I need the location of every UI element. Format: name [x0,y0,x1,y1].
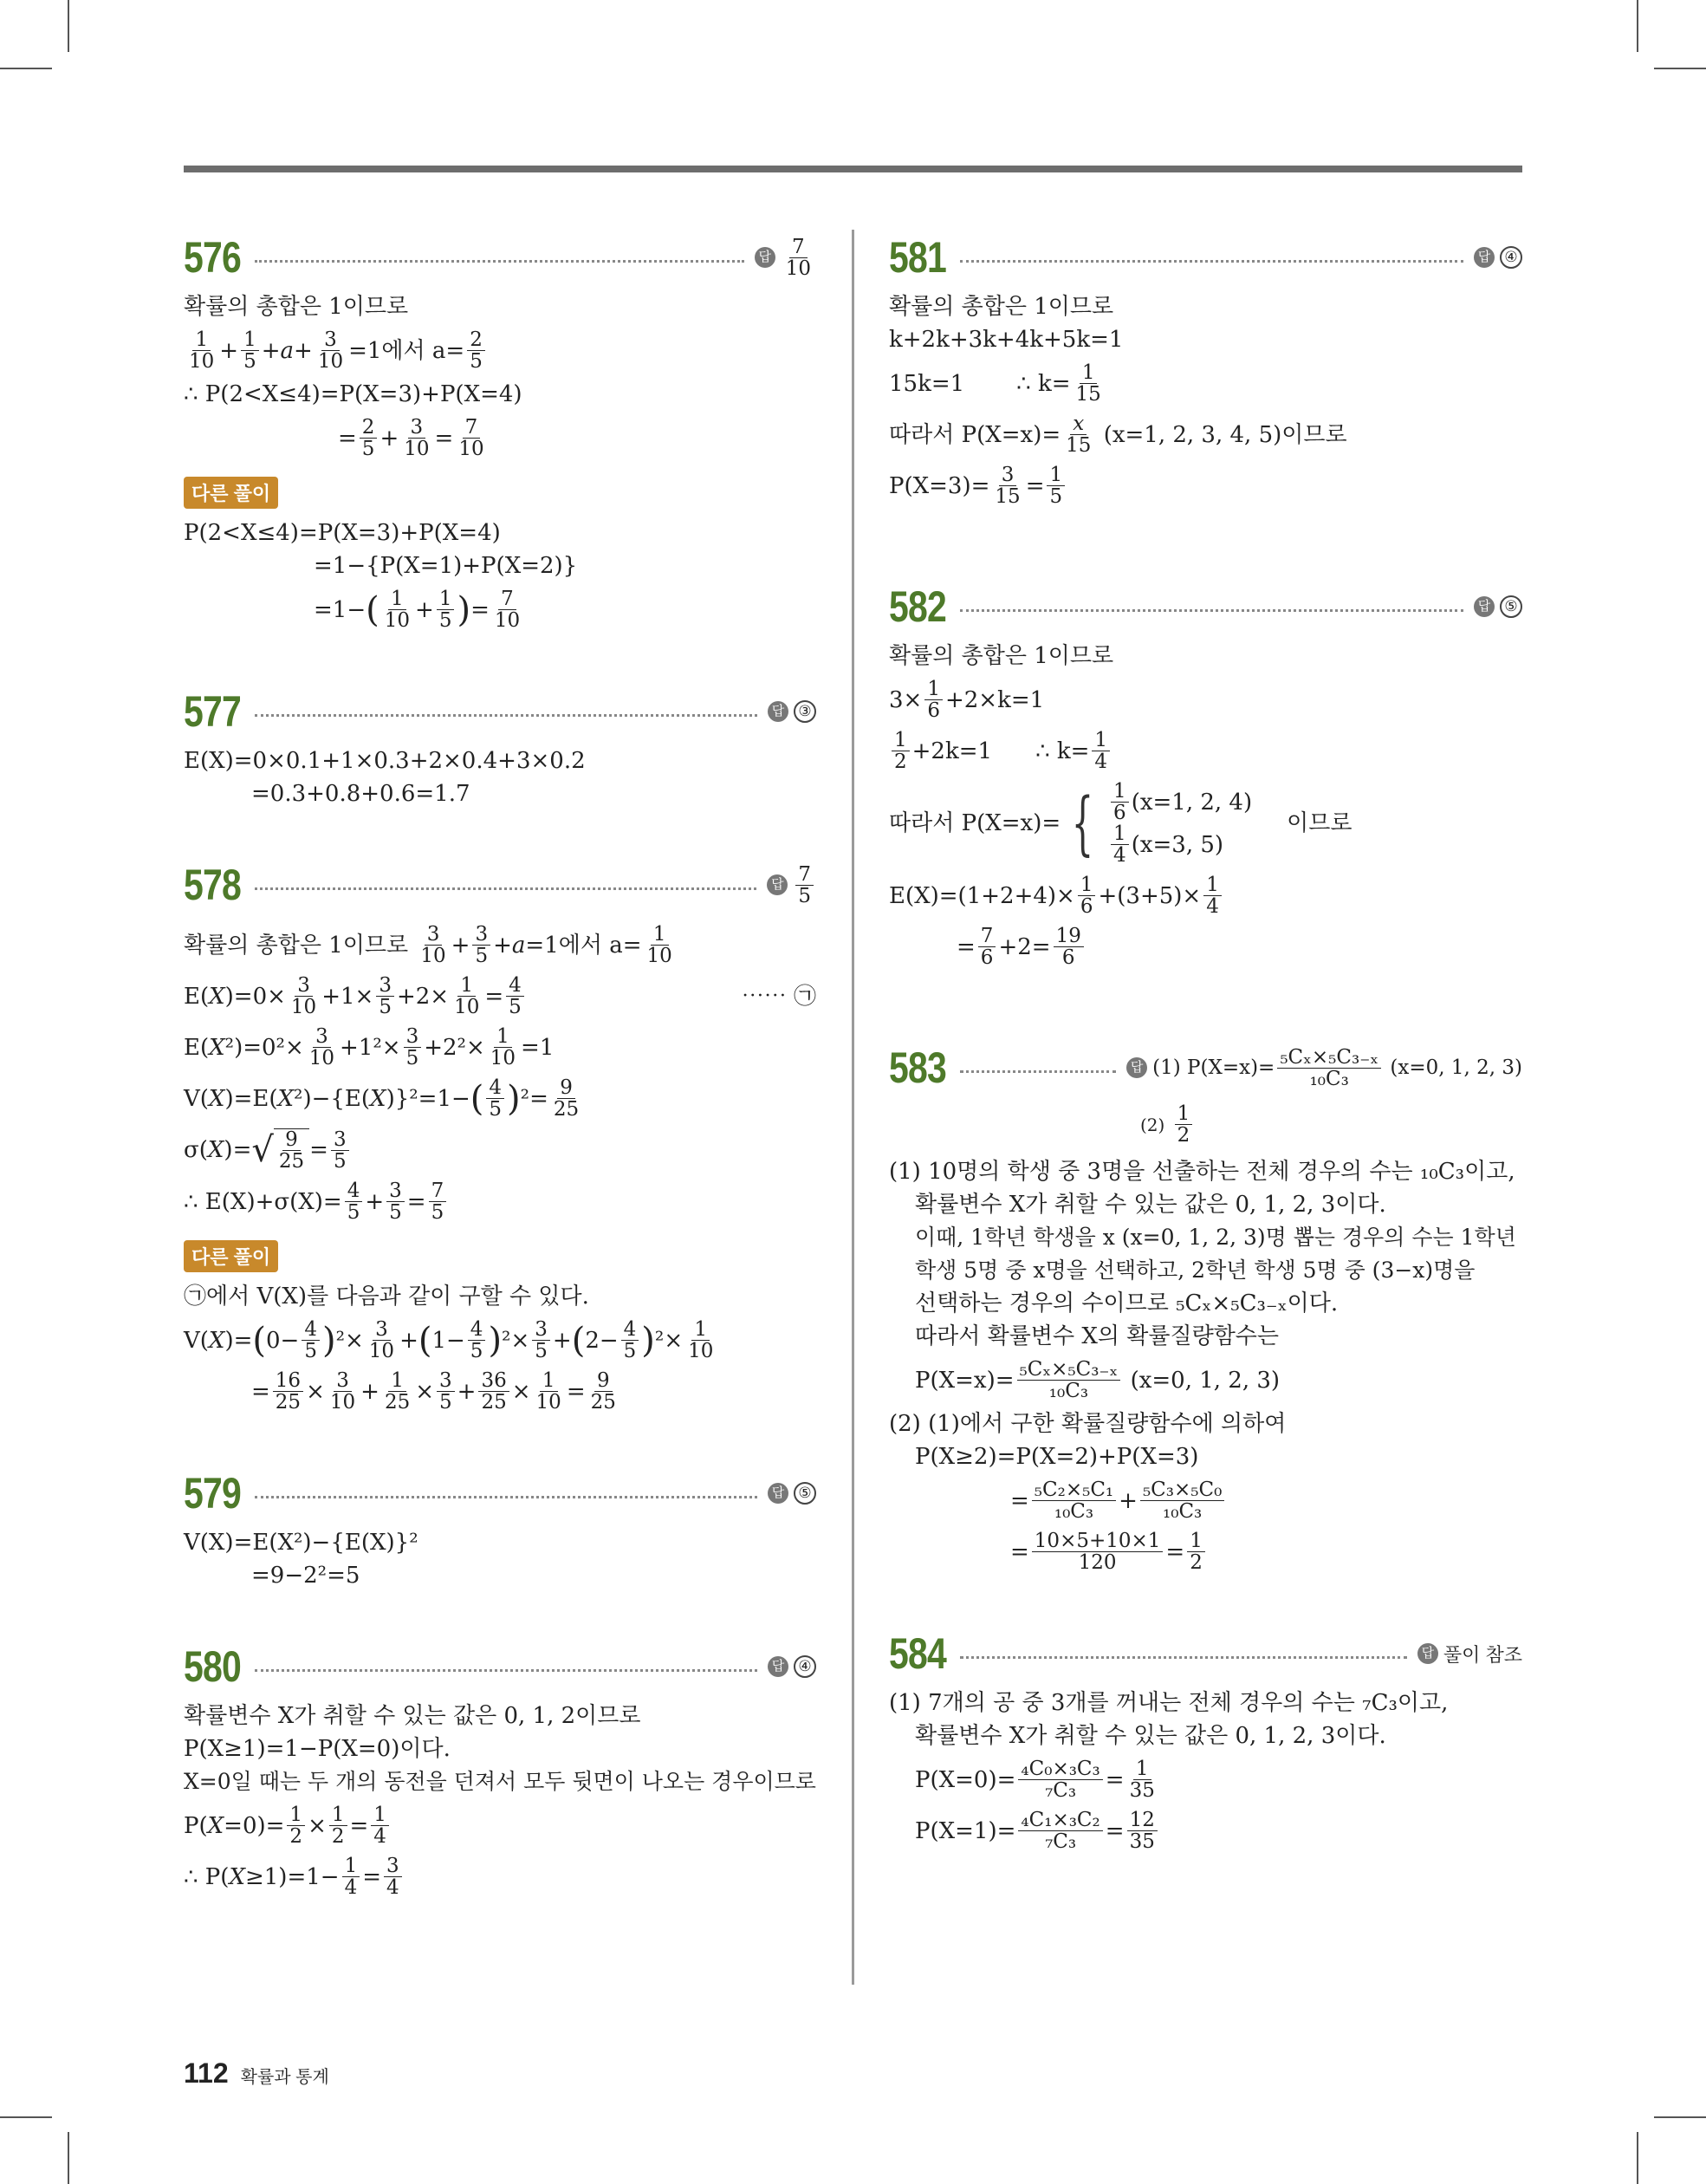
problem-578-header [184,855,816,915]
answer: 답 ④ [1474,246,1522,269]
text-line: (1) 7개의 공 중 3개를 꺼내는 전체 경우의 수는 ₇C₃이고, [889,1690,1449,1716]
problem-number: 583 [889,1043,946,1092]
equation: ∴ P(2<X≤4)=P(X=3)+P(X=4) [184,381,522,407]
leader-dots [960,260,1463,263]
equation: ∴ E(X)+σ(X)= $\frac{4}{5}$ + $\frac{3}{5}$ = $\frac{7}{5}$ [184,1180,816,1223]
alt-solution-badge: 다른 풀이 [184,1240,278,1272]
crop-mark [1637,2132,1638,2184]
equation: P(X=x)= $\frac{\text{₅Cₓ×₅C₃₋ₓ}}{\text{₁₀C₃}}$ (x=0, 1, 2, 3) [915,1358,1281,1402]
problem-584-header [889,1623,1522,1684]
problem-580-header [184,1636,816,1697]
problem-581-header [889,227,1522,288]
equation-marker: ⋯⋯ ㉠ [741,983,816,1010]
equation: P(X=0)= $\frac{\text{₄C₀×₃C₃}}{\text{₇C₃}}$ = $\frac{1}{35}$ [915,1758,1155,1802]
page-footer [184,2057,329,2090]
equation: 3× $\frac{1}{6}$ +2×k=1 [889,678,1045,722]
left-column [184,227,816,1907]
equation: $\frac{1}{10}$ + $\frac{1}{5}$ + a + $\frac{3}{10}$ =1에서 a= $\frac{2}{5}$ [184,329,816,372]
text-line: 확률변수 X가 취할 수 있는 값은 0, 1, 2, 3이다. [915,1192,1386,1218]
equation: k+2k+3k+4k+5k=1 [889,327,1124,353]
problem-number: 580 [184,1642,241,1691]
page-number: 112 [184,2057,229,2089]
equation: V( X )= ( 0− $\frac{4}{5}$ ) ²× $\frac{3}{10}$ + ( 1− $\frac{4}{5}$ ) ²× $\frac{3}{5}$ + ( 2− $\frac{4}{5}$ ) ²× $\frac{1}{10}$ [184,1318,714,1362]
equation: P(X=3)= $\frac{3}{15}$ = $\frac{1}{5}$ [889,465,1522,507]
text-line: 확률의 총합은 1이므로 [889,643,1114,669]
answer-icon: 답 [1126,1057,1147,1078]
crop-mark [68,0,69,52]
text-line: P(X≥1)=1−P(X=0)이다. [184,1736,451,1762]
answer-icon: 답 [768,701,788,722]
text-line: X=0일 때는 두 개의 동전을 던져서 모두 뒷면이 나오는 경우이므로 [184,1769,816,1794]
problem-579-header [184,1463,816,1524]
text-line: 확률변수 X가 취할 수 있는 값은 0, 1, 2, 3이다. [915,1723,1386,1749]
equation: E( X )=0× $\frac{3}{10}$ +1× $\frac{3}{5}$ +2× $\frac{1}{10}$ = $\frac{4}{5}$ ⋯⋯ ㉠ [184,974,816,1018]
equation: E(X)=(1+2+4)× $\frac{1}{6}$ +(3+5)× $\frac{1}{4}$ [889,874,1522,917]
leader-dots [255,887,756,890]
equation: = $\frac{16}{25}$ × $\frac{3}{10}$ + $\frac{1}{25}$ × $\frac{3}{5}$ + $\frac{36}{25}$ × $\frac{1}{10}$ = $\frac{9}{25}$ [251,1369,616,1414]
book-title: 확률과 통계 [240,2068,329,2087]
equation: $\frac{1}{2}$ +2k=1 ∴ k= $\frac{1}{4}$ [889,730,1522,772]
equation: = $\frac{2}{5}$ + $\frac{3}{10}$ = $\frac{7}{10}$ [338,416,484,460]
crop-mark [1654,68,1706,69]
equation: ∴ P( X ≥1)=1− $\frac{1}{4}$ = $\frac{3}{4}$ [184,1856,816,1898]
text-line: 확률변수 X가 취할 수 있는 값은 0, 1, 2이므로 [184,1703,641,1729]
answer: 답 $\frac{7}{10}$ [755,237,816,279]
answer: 답 $\frac{7}{5}$ [767,864,816,907]
answer-part-2: (2) $\frac{1}{2}$ [889,1103,1522,1146]
equation: E( X ²)=0²× $\frac{3}{10}$ +1²× $\frac{3}{5}$ +2²× $\frac{1}{10}$ =1 [184,1025,555,1069]
problem-number: 577 [184,687,241,736]
text-line: 선택하는 경우의 수이므로 ₅Cₓ×₅C₃₋ₓ이다. [915,1290,1339,1316]
problem-577-header [184,681,816,742]
answer: 답 (1) P(X=x)= $\frac{\text{₅Cₓ×₅C₃₋ₓ}}{\text{₁₀C₃}}$ (x=0, 1, 2, 3) [1126,1047,1522,1089]
leader-dots [255,260,744,263]
problem-number: 584 [889,1629,946,1678]
leader-dots [960,1070,1116,1073]
equation: 확률의 총합은 1이므로 $\frac{3}{10}$ + $\frac{3}{5}$ + a =1에서 a= $\frac{1}{10}$ [184,923,672,967]
equation: 따라서 P(X=x)= $\frac{x}{15}$ (x=1, 2, 3, 4, 5)이므로 [889,413,1347,457]
text-line: (1) 10명의 학생 중 3명을 선출하는 전체 경우의 수는 ₁₀C₃이고, [889,1159,1515,1185]
answer: 답 ⑤ [768,1482,816,1505]
equation: =1−{P(X=1)+P(X=2)} [314,553,578,579]
equation: =0.3+0.8+0.6=1.7 [251,781,470,807]
equation: = $\frac{10\times 5+10\times 1}{120}$ = $\frac{1}{2}$ [889,1531,1522,1573]
answer: 답 ③ [768,700,816,723]
equation: P(2<X≤4)=P(X=3)+P(X=4) [184,520,501,546]
leader-dots [255,714,757,717]
crop-mark [1637,0,1638,52]
problem-number: 582 [889,582,946,631]
answer: 답 풀이 참조 [1417,1641,1522,1667]
crop-mark [1654,2116,1706,2118]
leader-dots [960,609,1463,612]
text-line: 이때, 1학년 학생을 x (x=0, 1, 2, 3)명 뽑는 경우의 수는 1학년 [915,1225,1516,1250]
text-line: 학생 5명 중 x명을 선택하고, 2학년 학생 5명 중 (3−x)명을 [915,1258,1476,1283]
equation: P(X≥2)=P(X=2)+P(X=3) [915,1444,1199,1470]
crop-mark [0,2116,52,2118]
answer-icon: 답 [1474,596,1495,617]
answer: 답 ④ [768,1655,816,1678]
answer-icon: 답 [1417,1643,1438,1664]
equation: = $\frac{7}{6}$ +2= $\frac{19}{6}$ [889,926,1522,968]
problem-582-header [889,576,1522,637]
crop-mark [0,68,52,69]
answer: 답 ⑤ [1474,595,1522,618]
answer-icon: 답 [768,1656,788,1677]
equation: 15k=1 ∴ k= $\frac{1}{15}$ [889,361,1101,406]
answer-icon: 답 [768,1483,788,1504]
header-rule [184,166,1522,172]
text-line: (2) (1)에서 구한 확률질량함수에 의하여 [889,1411,1287,1437]
equation: P( X =0)= $\frac{1}{2}$ × $\frac{1}{2}$ = $\frac{1}{4}$ [184,1804,816,1847]
equation: V( X )=E( X ²)−{E( X )}²=1− ( $\frac{4}{5}$ ) ²= $\frac{9}{25}$ [184,1076,580,1121]
equation: σ( X )= √ $\frac{9}{25}$ = $\frac{3}{5}$ [184,1128,816,1172]
problem-number: 581 [889,233,946,282]
text-line: ㉠에서 V(X)를 다음과 같이 구할 수 있다. [184,1284,589,1310]
equation: V(X)=E(X²)−{E(X)}² [184,1530,418,1556]
equation: =9−2²=5 [251,1563,360,1589]
right-column [889,227,1522,1861]
answer-icon: 답 [1474,247,1495,268]
problem-number: 579 [184,1469,241,1518]
leader-dots [255,1496,757,1498]
equation: E(X)=0×0.1+1×0.3+2×0.4+3×0.2 [184,748,586,774]
text-line: 따라서 확률변수 X의 확률질량함수는 [915,1323,1280,1349]
leader-dots [960,1656,1407,1659]
equation: P(X=1)= $\frac{\text{₄C₁×₃C₂}}{\text{₇C₃}}$ = $\frac{12}{35}$ [889,1810,1522,1852]
column-divider [852,230,854,1985]
problem-576-header [184,227,816,288]
text-line: 확률의 총합은 1이므로 [889,294,1114,320]
equation: 따라서 P(X=x)= { $\frac{1}{6}$ (x=1, 2, 4) $\frac{1}{4}$ (x=3, 5) 이므로 [889,780,1352,867]
alt-solution-badge: 다른 풀이 [184,477,278,509]
crop-mark [68,2132,69,2184]
equation: =1− ( $\frac{1}{10}$ + $\frac{1}{5}$ ) = $\frac{7}{10}$ [314,588,521,632]
problem-number: 578 [184,861,241,909]
answer-icon: 답 [767,874,788,895]
text-line: 확률의 총합은 1이므로 [184,294,409,320]
leader-dots [255,1669,757,1672]
problem-number: 576 [184,233,241,282]
equation: = $\frac{\text{₅C₂×₅C₁}}{\text{₁₀C₃}}$ + $\frac{\text{₅C₃×₅C₀}}{\text{₁₀C₃}}$ [889,1479,1522,1522]
problem-583-header [889,1037,1522,1098]
answer-icon: 답 [755,247,775,268]
